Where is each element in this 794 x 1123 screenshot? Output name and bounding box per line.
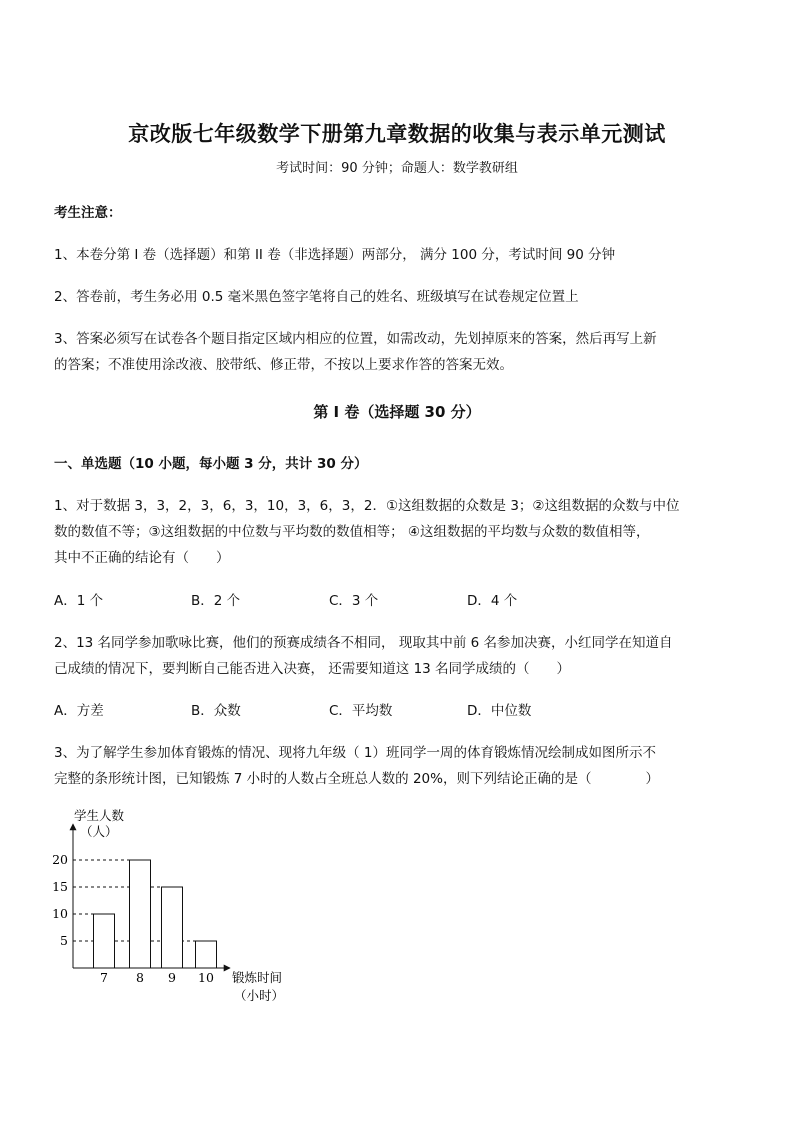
q1-option-d[interactable]: D．4 个	[467, 593, 518, 609]
q1-option-b[interactable]: B．2 个	[191, 593, 241, 609]
y-tick-label-5: 5	[60, 933, 68, 948]
notice-heading: 考生注意：	[54, 205, 122, 221]
section-heading: 一、单选题（10 小题，每小题 3 分，共计 30 分）	[54, 456, 368, 472]
y-axis-label: 学生人数	[74, 808, 125, 823]
q1-option-a[interactable]: A．1 个	[54, 593, 104, 609]
bar-7	[94, 914, 115, 968]
q1-option-c[interactable]: C．3 个	[329, 593, 379, 609]
y-tick-label-15: 15	[52, 879, 68, 894]
q2-option-d[interactable]: D．中位数	[467, 703, 532, 719]
exam-info: 考试时间：90 分钟；命题人：数学教研组	[276, 161, 518, 176]
notice-item-3: 3、答案必须写在试卷各个题目指定区域内相应的位置，如需改动，先划掉原来的答案，然后再写上新	[54, 331, 657, 347]
q2-line-2: 己成绩的情况下，要判断自己能否进入决赛， 还需要知道这 13 名同学成绩的（ ）	[54, 661, 571, 677]
q3-line-1: 3、为了解学生参加体育锻炼的情况、现将九年级（ 1）班同学一周的体育锻炼情况绘制成如图所示不	[54, 745, 656, 761]
notice-item-1: 1、本卷分第 I 卷（选择题）和第 II 卷（非选择题）两部分， 满分 100 分，考试时间 90 分钟	[54, 247, 616, 263]
q2-line-1: 2、13 名同学参加歌咏比赛，他们的预赛成绩各不相同， 现取其中前 6 名参加决赛，小红同学在知道自	[54, 635, 673, 651]
x-tick-label-7: 7	[100, 970, 108, 985]
q1-line-2: 数的数值不等；③这组数据的中位数与平均数的数值相等； ④这组数据的平均数与众数的数值相等，	[54, 524, 650, 540]
q3-line-2: 完整的条形统计图，已知锻炼 7 小时的人数占全班总人数的 20%，则下列结论正确的是（ ）	[54, 771, 659, 787]
bar-10	[196, 941, 217, 968]
x-tick-label-8: 8	[136, 970, 144, 985]
q2-option-a[interactable]: A．方差	[54, 703, 104, 719]
y-tick-label-20: 20	[52, 852, 68, 867]
notice-item-3-cont: 的答案；不准使用涂改液、胶带纸、修正带，不按以上要求作答的答案无效。	[54, 357, 513, 373]
q2-option-c[interactable]: C．平均数	[329, 703, 393, 719]
y-axis-unit: （人）	[80, 824, 118, 839]
page-title: 京改版七年级数学下册第九章数据的收集与表示单元测试	[128, 121, 666, 146]
q2-option-b[interactable]: B．众数	[191, 703, 241, 719]
q1-line-3: 其中不正确的结论有（ ）	[54, 550, 230, 566]
bar-9	[162, 887, 183, 968]
x-tick-label-10: 10	[198, 970, 214, 985]
bar-chart	[40, 800, 330, 1010]
x-axis-label: 锻炼时间	[232, 970, 283, 985]
q1-line-1: 1、对于数据 3，3，2，3，6，3，10，3，6，3，2．①这组数据的众数是 3；②这组数据的众数与中位	[54, 498, 680, 514]
bar-8	[130, 860, 151, 968]
x-axis-unit: （小时）	[234, 988, 285, 1003]
x-tick-label-9: 9	[168, 970, 176, 985]
y-tick-label-10: 10	[52, 906, 68, 921]
notice-item-2: 2、答卷前，考生务必用 0.5 毫米黑色签字笔将自己的姓名、班级填写在试卷规定位置上	[54, 289, 579, 305]
part-title: 第 I 卷（选择题 30 分）	[313, 403, 481, 421]
